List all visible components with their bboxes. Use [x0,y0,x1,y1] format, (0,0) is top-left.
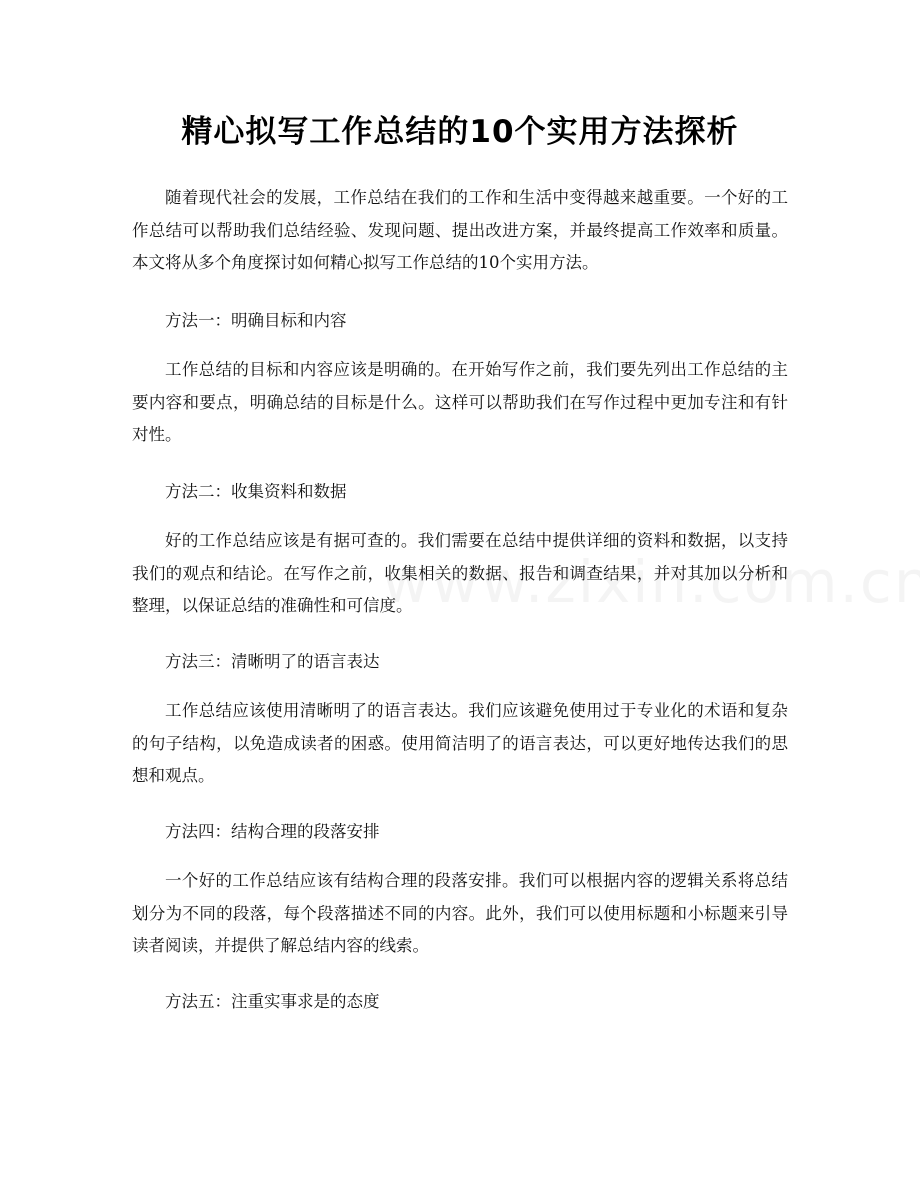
section-heading-5: 方法五：注重实事求是的态度 [165,992,380,1011]
section-heading-3: 方法三：清晰明了的语言表达 [165,652,380,671]
section-body-3: 工作总结应该使用清晰明了的语言表达。我们应该避免使用过于专业化的术语和复杂的句子结构，以免造成读者的困惑。使用简洁明了的语言表达，可以更好地传达我们的思想和观点。 [132,701,788,785]
intro-paragraph: 随着现代社会的发展，工作总结在我们的工作和生活中变得越来越重要。一个好的工作总结可以帮助我们总结经验、发现问题、提出改进方案，并最终提高工作效率和质量。本文将从多个角度探讨如何精心拟写工作总结的10个实用方法。 [132,188,788,272]
section-body-4: 一个好的工作总结应该有结构合理的段落安排。我们可以根据内容的逻辑关系将总结划分为不同的段落，每个段落描述不同的内容。此外，我们可以使用标题和小标题来引导读者阅读，并提供了解总结内容的线索。 [132,871,788,955]
section-heading-2: 方法二：收集资料和数据 [165,482,347,501]
section-heading-1: 方法一：明确目标和内容 [165,311,347,330]
section-body-2: 好的工作总结应该是有据可查的。我们需要在总结中提供详细的资料和数据，以支持我们的观点和结论。在写作之前，收集相关的数据、报告和调查结果，并对其加以分析和整理，以保证总结的准确性和可信度。 [132,531,788,615]
document-title: 精心拟写工作总结的10个实用方法探析 [181,114,739,150]
section-heading-4: 方法四：结构合理的段落安排 [165,822,380,841]
section-body-1: 工作总结的目标和内容应该是明确的。在开始写作之前，我们要先列出工作总结的主要内容和要点，明确总结的目标是什么。这样可以帮助我们在写作过程中更加专注和有针对性。 [132,360,788,444]
